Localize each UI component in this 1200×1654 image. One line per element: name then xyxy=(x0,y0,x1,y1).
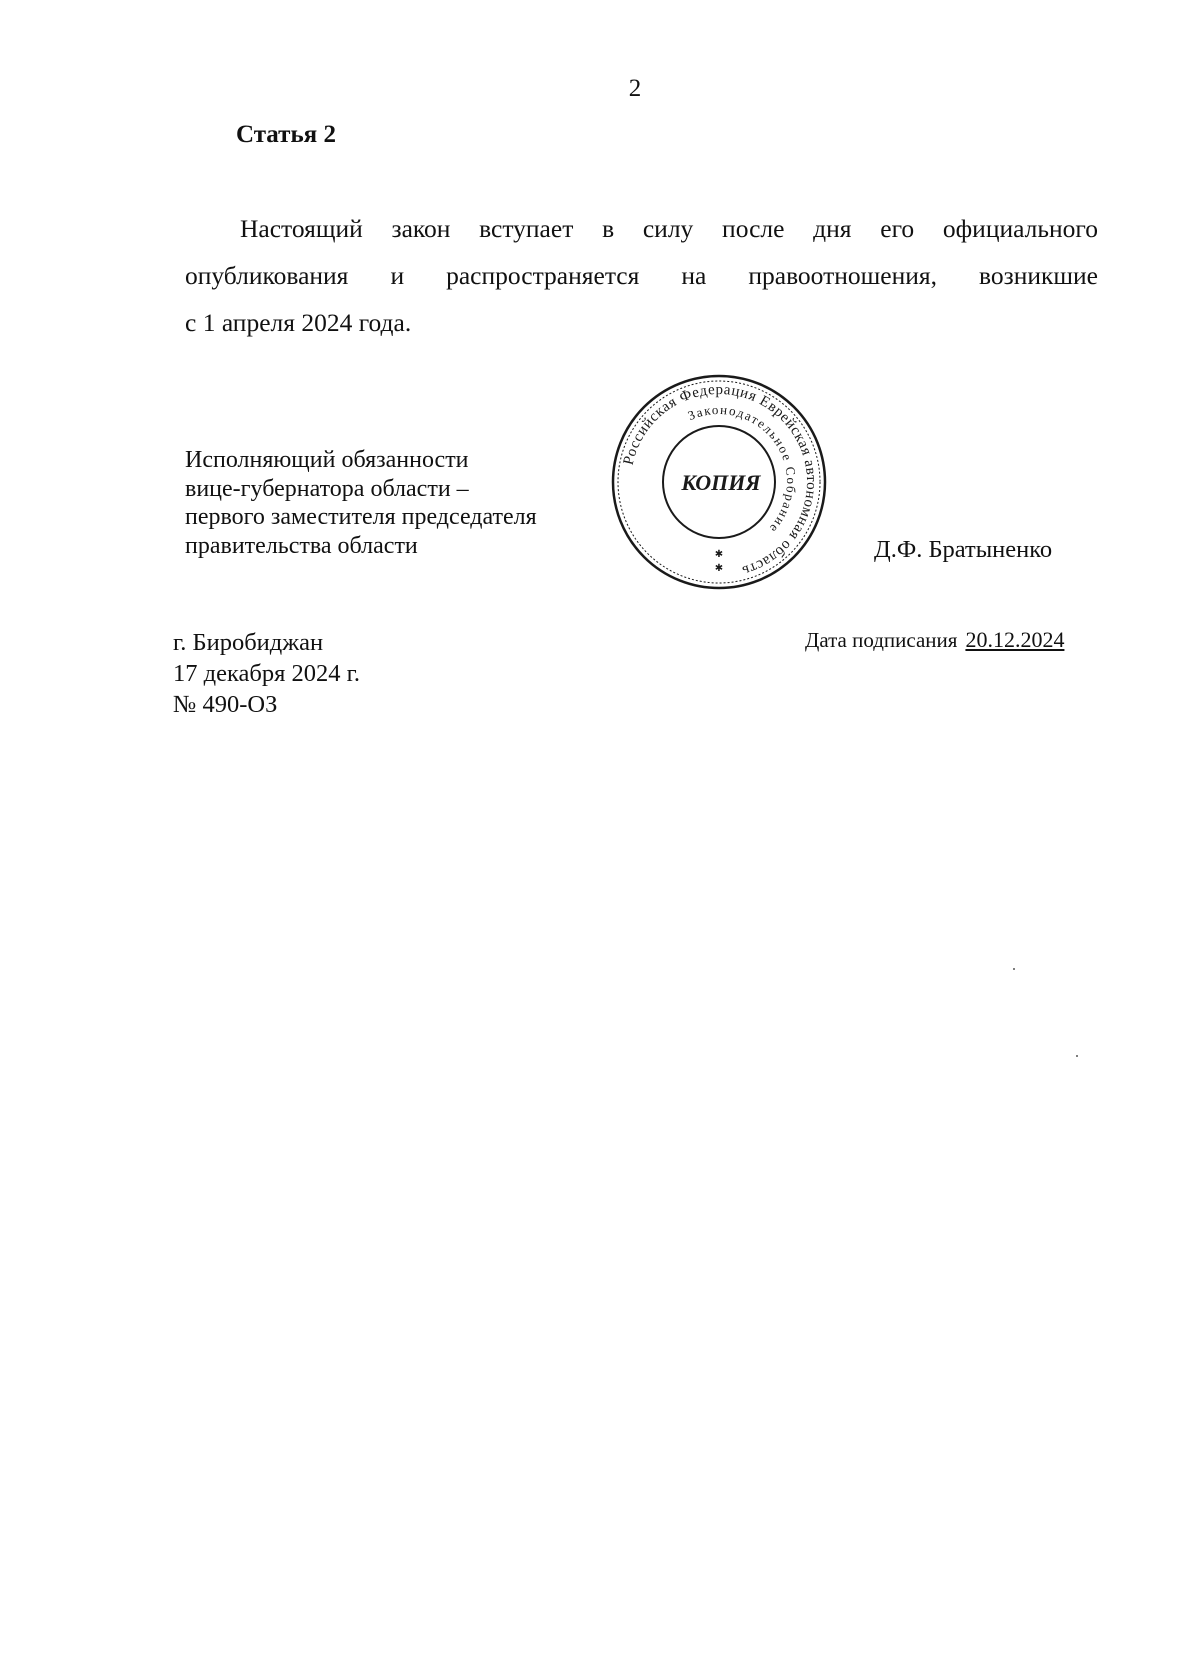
official-stamp xyxy=(609,372,829,592)
city: г. Биробиджан xyxy=(173,629,324,656)
stamp-star-icon: ✱ xyxy=(714,563,724,574)
position-line: Исполняющий обязанности xyxy=(185,447,469,473)
position-line: первого заместителя председателя xyxy=(185,504,537,530)
article-line-1: Настоящий закон вступает в силу после дня его официального xyxy=(240,214,1098,243)
article-line-3: с 1 апреля 2024 года. xyxy=(185,308,412,337)
law-number: № 490-ОЗ xyxy=(173,691,278,718)
stamp-inner-text: Законодательное Собрание xyxy=(685,401,800,537)
position-line: вице-губернатора области – xyxy=(185,475,469,502)
scan-speck xyxy=(1013,968,1015,970)
stamp-center-text: КОПИЯ xyxy=(681,470,761,495)
article-heading: Статья 2 xyxy=(236,121,336,148)
article-body xyxy=(185,205,1098,346)
stamp-star-icon: ✱ xyxy=(714,549,724,560)
stamp-outer-text: Российская Федерация Еврейская автономная область xyxy=(620,381,820,579)
scan-speck xyxy=(1076,1055,1078,1057)
law-date: 17 декабря 2024 г. xyxy=(173,660,361,687)
signing-date-value: 20.12.2024 xyxy=(965,627,1065,652)
place-date-number xyxy=(173,627,360,720)
page-number: 2 xyxy=(628,75,642,102)
signing-date-line xyxy=(805,627,1064,653)
signatory-position xyxy=(185,446,537,560)
signatory-name: Д.Ф. Братыненко xyxy=(874,536,1053,563)
signing-date-label: Дата подписания xyxy=(805,628,958,652)
position-line: правительства области xyxy=(185,532,418,559)
article-line-2: опубликования и распространяется на правоотношения, возникшие xyxy=(185,261,1098,290)
